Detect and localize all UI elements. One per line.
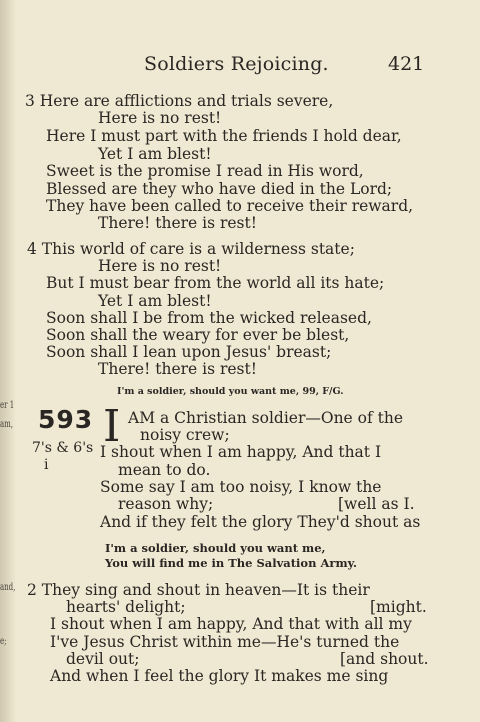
chorus-line: I'm a soldier, should you want me, xyxy=(105,541,326,555)
verse-line: AM a Christian soldier—One of the xyxy=(128,409,404,427)
verse-line: Sweet is the promise I read in His word, xyxy=(46,162,364,180)
verse-line: And when I feel the glory It makes me sing xyxy=(50,667,389,685)
page-gutter xyxy=(0,0,16,722)
chorus-line: You will find me in The Salvation Army. xyxy=(105,556,357,570)
tune-reference: I'm a soldier, should you want me, 99, F/G. xyxy=(117,386,344,397)
verse-line: Blessed are they who have died in the Lord; xyxy=(46,180,393,198)
verse-line: Yet I am blest! xyxy=(98,145,212,163)
gutter-fragment: am, xyxy=(0,419,14,430)
verse-line: [well as I. xyxy=(338,495,415,513)
verse-line: mean to do. xyxy=(118,461,211,479)
verse-line: Soon shall the weary for ever be blest, xyxy=(46,326,350,344)
verse-line: And if they felt the glory They'd shout as xyxy=(100,513,421,531)
verse-line: 4 This world of care is a wilderness state; xyxy=(27,240,355,258)
verse-line: Here is no rest! xyxy=(98,109,222,127)
verse-line: I shout when I am happy, And that with all my xyxy=(50,615,412,633)
verse-line: [and shout. xyxy=(340,650,429,668)
verse-line: noisy crew; xyxy=(140,426,230,444)
page-number: 421 xyxy=(388,53,425,75)
verse-line: I've Jesus Christ within me—He's turned the xyxy=(50,633,400,651)
hymn-number: 593 xyxy=(38,405,94,434)
hymn-meter: 7's & 6's xyxy=(32,440,94,456)
gutter-fragment: er 1 xyxy=(0,400,15,411)
verse-line: 2 They sing and shout in heaven—It is their xyxy=(27,581,370,599)
verse-line: There! there is rest! xyxy=(98,360,257,378)
gutter-fragment: e; xyxy=(0,636,7,647)
verse-line: 3 Here are afflictions and trials severe, xyxy=(25,92,334,110)
verse-line: Here I must part with the friends I hold dear, xyxy=(46,127,402,145)
verse-line: But I must bear from the world all its hate; xyxy=(46,274,385,292)
gutter-fragment: and, xyxy=(0,582,16,593)
verse-line: There! there is rest! xyxy=(98,214,257,232)
drop-cap: I xyxy=(103,401,121,452)
verse-line: [might. xyxy=(370,598,427,616)
verse-line: Some say I am too noisy, I know the xyxy=(100,478,382,496)
verse-line: Yet I am blest! xyxy=(98,292,212,310)
verse-line: reason why; xyxy=(118,495,214,513)
verse-line: Soon shall I be from the wicked released, xyxy=(46,309,372,327)
verse-line: Here is no rest! xyxy=(98,257,222,275)
verse-line: devil out; xyxy=(66,650,140,668)
verse-line: I shout when I am happy, And that I xyxy=(100,443,382,461)
verse-line: They have been called to receive their reward, xyxy=(46,197,414,215)
verse-line: hearts' delight; xyxy=(66,598,186,616)
verse-line: Soon shall I lean upon Jesus' breast; xyxy=(46,343,332,361)
tune-code: i xyxy=(44,457,49,473)
page-header xyxy=(0,53,480,81)
page-title: Soldiers Rejoicing. xyxy=(144,53,329,75)
